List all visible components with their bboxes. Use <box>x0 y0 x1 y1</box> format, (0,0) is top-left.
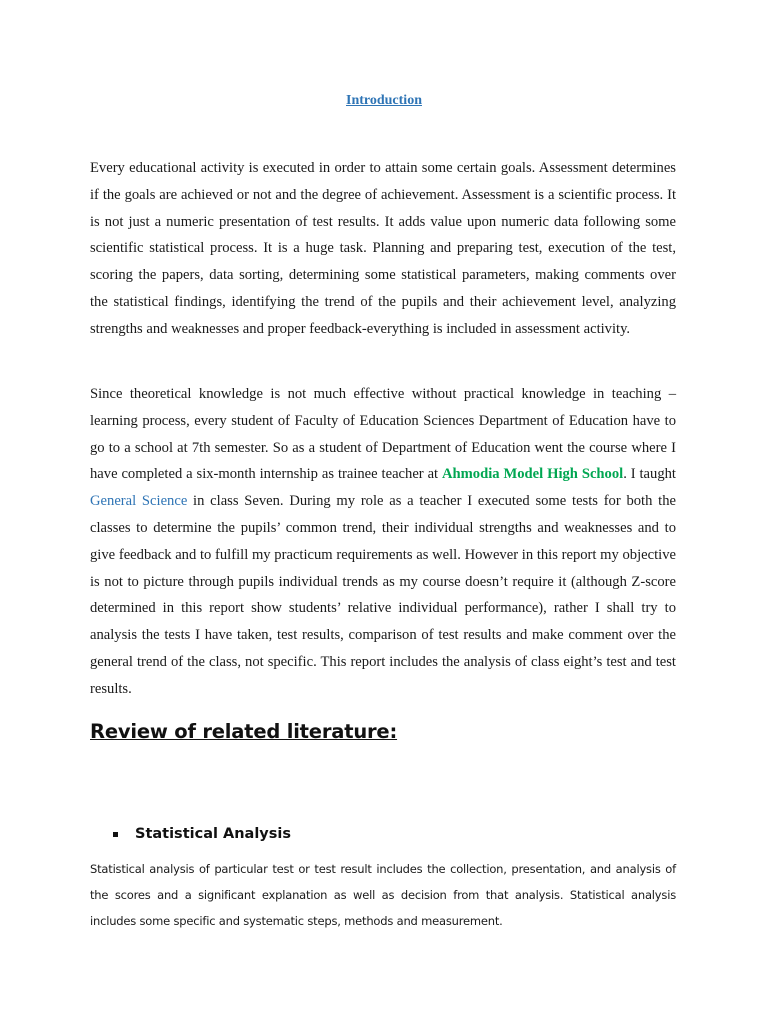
subject-link[interactable]: General Science <box>90 493 188 510</box>
introduction-paragraph: Every educational activity is executed in order to attain some certain goals. Assessment determines if the goals are achieved or not and the degree of achievement. Assessment is a scientific process. It is not just a numeric presentation of test results. It adds value upon numeric data following some scientific statistical process. It is a huge task. Planning and preparing test, execution of the test, scoring the papers, data sorting, determining some statistical parameters, making comments over the statistical findings, identifying the trend of the pupils and their achievement level, analyzing strengths and weaknesses and proper feedback-everything is included in assessment activity. <box>90 160 676 337</box>
internship-text-part2: . I taught <box>623 466 676 483</box>
internship-text-part3: in class Seven. During my role as a teacher I executed some tests for both the classes to determine the pupils’ common trend, their individual strengths and weaknesses and to give feedback and to fulfill my practicum requirements as well. However in this report my objective is not to picture through pupils individual trends as my course doesn’t require it (although Z-score determined in this report show students’ relative individual performance), rather I shall try to analysis the tests I have taken, test results, comparison of test results and make comment over the general trend of the class, not specific. This report includes the analysis of class eight’s test and test results. <box>90 493 676 697</box>
school-name-link[interactable]: Ahmodia Model High School <box>442 466 624 483</box>
internship-paragraph <box>90 381 676 703</box>
literature-review-heading: Review of related literature: <box>90 720 398 743</box>
statistical-analysis-paragraph: Statistical analysis of particular test or test result includes the collection, presentation, and analysis of the scores and a significant explanation as well as decision from that analysis. Statistical analysis includes some specific and systematic steps, methods and measurement. <box>90 862 676 928</box>
bullet-list-item <box>113 826 291 842</box>
square-bullet-icon <box>113 832 118 837</box>
statistical-analysis-heading: Statistical Analysis <box>135 826 291 842</box>
internship-text-part1: Since theoretical knowledge is not much effective without practical knowledge in teaching – learning process, every student of Faculty of Education Sciences Department of Education have to go to a school at 7th semester. So as a student of Department of Education went the course where I have completed a six-month internship as trainee teacher at <box>90 386 676 483</box>
introduction-heading[interactable]: Introduction <box>346 93 422 108</box>
